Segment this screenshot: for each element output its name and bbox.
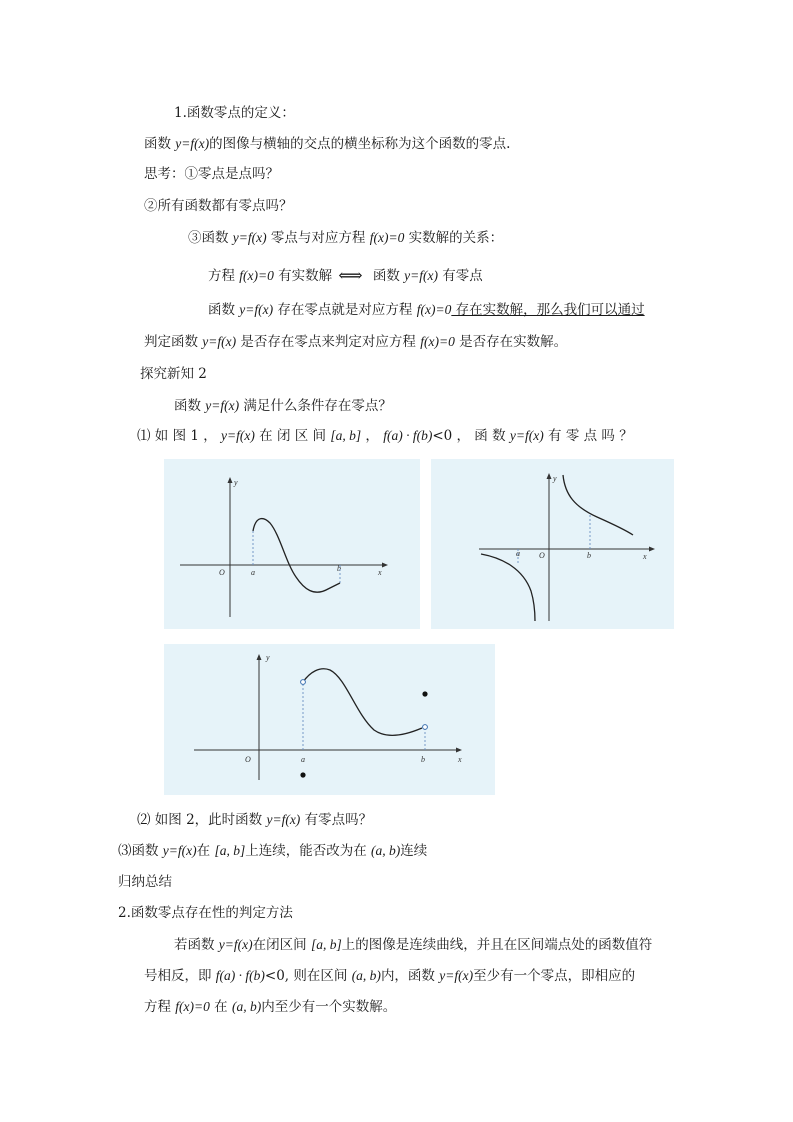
function-curve [303, 669, 422, 736]
x-axis-label: x [458, 755, 462, 764]
think-question-1: 思考：①零点是点吗？ [144, 166, 279, 182]
section-2-title: 2.函数零点存在性的判定方法 [118, 905, 293, 921]
point-b-label: b [421, 755, 425, 764]
function-curve [253, 519, 340, 593]
solid-point-a [300, 772, 305, 777]
figure-1-left [164, 459, 420, 629]
open-point-b [423, 725, 428, 730]
function-curve-left-branch [481, 554, 535, 621]
y-axis-label: y [553, 474, 557, 483]
figure-2 [164, 644, 495, 795]
theorem-line-1: 若函数 y=f(x)在闭区间 [a, b]上的图像是连续曲线，并且在区间端点处的函数值符 [174, 937, 653, 953]
origin-label: O [245, 755, 251, 764]
summary-title: 归纳总结 [118, 874, 172, 890]
point-a-label: a [301, 755, 305, 764]
y-axis-label: y [234, 478, 238, 487]
figure-1-right [431, 459, 674, 629]
x-axis-label: x [378, 568, 382, 577]
y-axis-label: y [266, 653, 270, 662]
point-a-label: a [251, 568, 255, 577]
point-a-label: a [516, 549, 520, 558]
think-question-2: ②所有函数都有零点吗？ [144, 198, 293, 214]
theorem-line-2: 号相反，即 f(a) · f(b)<0, 则在区间 (a, b)内，函数 y=f(x)至少有一个零点，即相应的 [144, 968, 636, 984]
explanation-line-2: 判定函数 y=f(x) 是否存在零点来判定对应方程 f(x)=0 是否存在实数解。 [144, 334, 568, 350]
open-point-a [301, 680, 306, 685]
double-arrow-icon: ⟺ [338, 266, 363, 286]
origin-label: O [539, 551, 545, 560]
point-b-label: b [587, 551, 591, 560]
x-axis-label: x [643, 552, 647, 561]
origin-label: O [219, 568, 225, 577]
explanation-line-1: 函数 y=f(x) 存在零点就是对应方程 f(x)=0 存在实数解，那么我们可以通过 [208, 302, 645, 318]
case-1-question: ⑴ 如 图 1 ， y=f(x) 在 闭 区 间 [a, b] ， f(a) · f(b)<0 ， 函 数 y=f(x) 有 零 点 吗 ？ [137, 428, 633, 444]
case-3-question: ⑶函数 y=f(x)在 [a, b]上连续，能否改为在 (a, b)连续 [118, 843, 428, 859]
theorem-line-3: 方程 f(x)=0 在 (a, b)内至少有一个实数解。 [144, 999, 397, 1015]
equivalence-statement: 方程 f(x)=0 有实数解 ⟺ 函数 y=f(x) 有零点 [208, 266, 483, 286]
case-2-question: ⑵ 如图 2，此时函数 y=f(x) 有零点吗？ [137, 812, 373, 828]
explore-question: 函数 y=f(x) 满足什么条件存在零点？ [174, 398, 392, 414]
explore-title: 探究新知 2 [140, 366, 207, 382]
point-b-label: b [337, 564, 341, 573]
section-1-title: 1.函数零点的定义： [174, 105, 295, 121]
think-question-3: ③函数 y=f(x) 零点与对应方程 f(x)=0 实数解的关系： [188, 230, 504, 246]
zero-definition: 函数 y=f(x)的图像与横轴的交点的横坐标称为这个函数的零点. [144, 136, 511, 152]
function-curve-right-branch [563, 475, 633, 535]
solid-point-b [422, 691, 427, 696]
